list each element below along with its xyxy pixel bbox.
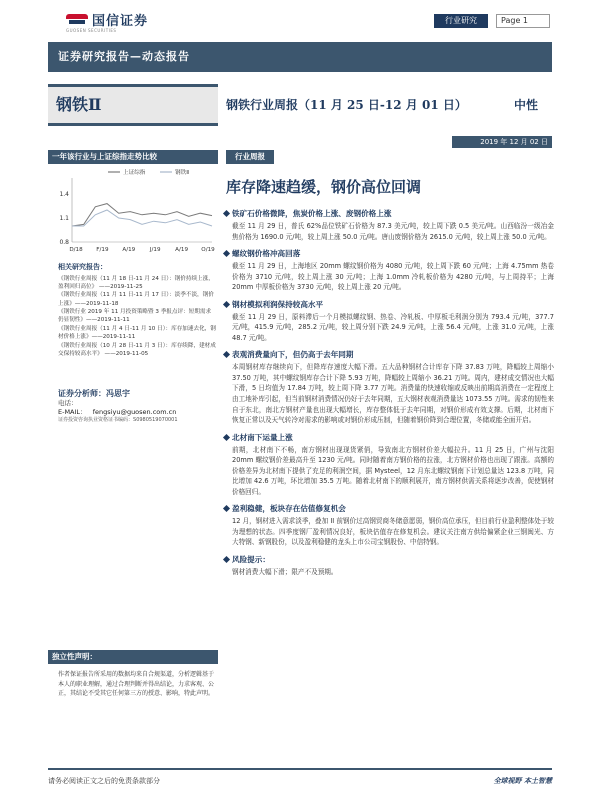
section-heading: 北材南下运量上涨 bbox=[232, 432, 293, 442]
bullet-icon bbox=[223, 556, 230, 563]
bullet-icon bbox=[223, 351, 230, 358]
legend-label: 上证综指 bbox=[123, 170, 146, 176]
section-body: 本周钢材库存继续向下，但降库存速度大幅下滑。五大品种钢材合计库存下降 37.83 万吨，降幅较上周缩小 37.50 万吨，其中螺纹钢库存合计下降 5.93 万吨，降幅较上周缩小 36.21 万吨。周内，建材成交情况也大幅下滑，5 日均值为 17.84 万吨，较上周下降 3.77 万吨。消费量的快速收缩或反映出前期高消费在一定程度上由工地补库引起，但当前钢材消费情况仍好于去年同期，五大钢材表观消费量达 1073.55 万吨。需求的韧性来自于东北，南北方钢材产量也出现大幅增长，库存整体低于去年同期，对钢价形成有效支撑。后期，北材南下恢复正常以及天气转冷对需求的影响或对钢价形成压制，但随着钢价降到合理位置，冬储或能全面开启。 bbox=[232, 363, 554, 425]
bullet-icon bbox=[223, 434, 230, 441]
bullet-icon bbox=[223, 301, 230, 308]
analyst-name: 冯思宇 bbox=[106, 389, 130, 398]
section bbox=[224, 432, 554, 498]
chart-heading: 一年该行业与上证综指走势比较 bbox=[48, 150, 218, 164]
section-body: 截至 11 月 29 日，原料滞后一个月模拟螺纹钢、热卷、冷轧板、中厚板毛利润分别为 793.4 元/吨，377.7 元/吨，415.9 元/吨，285.2 元/吨，较上周分别下跌 24.9 元/吨，上涨 56.4 元/吨，上涨 31.0 元/吨，上涨 48.7 元/吨。 bbox=[232, 312, 554, 342]
series-line bbox=[72, 204, 212, 226]
cert-label: 证券投资咨询执业资格证书编码： bbox=[58, 417, 134, 424]
logo-icon bbox=[66, 12, 88, 28]
section-body: 前期，北材南下不畅，南方钢材出现现货紧俏，导致南北方钢材价差大幅拉升。11 月 25 日，广州与沈阳 20mm 螺纹钢价差最高升至 1230 元/吨。同时随着南方钢价格的拉涨，北方钢材价格也出现了跟涨。高额的价格差异为北材南下提供了充足的利润空间，据 Mysteel，12 月东北螺纹钢南下计划总量达 123.8 万吨，同比增加 42.6 万吨，环比增加 35.5 万吨。随着北材南下的顺利展开，南方钢材供需关系将逐步改善，促使钢材价格回归。 bbox=[232, 445, 554, 496]
report-sections bbox=[224, 208, 554, 584]
logo bbox=[66, 10, 148, 29]
related-item[interactable]: 《钢铁行业周报（10 月 28 日-11 月 3 日）：库存续降，建材成交保持较高水平》 ——2019-11-05 bbox=[58, 342, 216, 358]
footer-disclaimer: 请务必阅读正文之后的免责条款部分 bbox=[48, 777, 160, 785]
footer-slogan: 全球视野 本土智慧 bbox=[493, 777, 552, 785]
phone-label: 电话： bbox=[58, 399, 78, 408]
cert-number: S0980519070001 bbox=[133, 417, 178, 424]
legend-label: 钢铁Ⅱ bbox=[175, 170, 189, 176]
section-body: 钢材消费大幅下滑；限产不及预期。 bbox=[232, 568, 338, 577]
section bbox=[224, 349, 554, 425]
email-label: E-MAIL： bbox=[58, 408, 87, 417]
section-heading: 钢材模拟利润保持较高水平 bbox=[232, 299, 324, 309]
disclaimer-heading: 独立性声明： bbox=[48, 650, 218, 664]
section bbox=[224, 299, 554, 344]
x-tick-label: A/19 bbox=[122, 247, 136, 253]
y-tick-label: 1.4 bbox=[59, 191, 69, 198]
related-item[interactable]: 《钢铁行业周报（11 月 4 日-11 月 10 日）：库存加速去化，钢材价格上涨》——2019-11-11 bbox=[58, 325, 216, 341]
analyst-label: 证券分析师： bbox=[58, 389, 106, 398]
logo-text: 国信证券 bbox=[92, 14, 149, 29]
y-tick-label: 1.1 bbox=[59, 215, 69, 222]
analyst-email[interactable]: fengsiyu@guosen.com.cn bbox=[92, 408, 177, 417]
section-body: 截至 11 月 29 日，上海地区 20mm 螺纹钢价格为 4080 元/吨，较上周下跌 60 元/吨；上海 4.75mm 热卷价格为 3710 元/吨，较上周上涨 30 元/吨；上海 1.0mm 冷轧板价格为 4280 元/吨，与上周持平；上海 20mm 中厚板价格为 3730 元/吨，较上周上涨 20 元/吨。 bbox=[232, 262, 554, 292]
rating: 中性 bbox=[514, 98, 539, 112]
section-heading: 盈利稳健，板块存在估值修复机会 bbox=[232, 504, 346, 514]
main-title: 库存降速趋缓，钢价高位回调 bbox=[226, 178, 422, 196]
related-item[interactable]: 《钢铁行业周报（11 月 11 日-11 月 17 日）：淡季不淡，钢价上涨》——2019-11-18 bbox=[58, 292, 214, 307]
section-heading: 风险提示： bbox=[232, 555, 270, 565]
logo-subtext: GUOSEN SECURITIES bbox=[66, 28, 117, 33]
sector-name: 钢铁Ⅱ bbox=[48, 84, 218, 126]
x-tick-label: J/19 bbox=[149, 247, 161, 253]
section bbox=[224, 208, 554, 242]
section-heading: 螺纹钢价格冲高回落 bbox=[232, 249, 301, 259]
section-heading: 表观消费量向下，但仍高于去年同期 bbox=[232, 350, 354, 360]
section bbox=[224, 554, 554, 578]
disclaimer-text: 作者保证报告所采用的数据均来自合规渠道，分析逻辑基于本人的职业理解，通过合理判断并得出结论，力求客观、公正，其结论不受其它任何第三方的授意、影响，特此声明。 bbox=[58, 671, 215, 698]
bullet-icon bbox=[223, 250, 230, 257]
x-tick-label: O/19 bbox=[201, 247, 215, 253]
related-item[interactable]: 《钢铁行业周报（11 月 18 日-11 月 24 日）：钢价持续上涨，盈利回归高位》 ——2019-11-25 bbox=[58, 275, 214, 290]
report-banner: 证券研究报告—动态报告 bbox=[48, 42, 552, 72]
page-number: Page 1 bbox=[496, 14, 550, 28]
header-tag: 行业研究 bbox=[434, 14, 488, 28]
section bbox=[224, 248, 554, 293]
report-date: 2019 年 12 月 02 日 bbox=[452, 136, 552, 148]
y-tick-label: 0.8 bbox=[59, 239, 69, 246]
section-body: 截至 11 月 29 日，普氏 62%品位铁矿石价格为 87.3 美元/吨，较上周下跌 0.5 美元/吨。山西临汾一级冶金焦价格为 1690.0 元/吨，较上周上涨 50.0 元/吨。唐山废钢价格为 2615.0 元/吨，较上周上涨 50.0 元/吨。 bbox=[232, 222, 554, 241]
x-tick-label: F/19 bbox=[96, 247, 109, 253]
x-tick-label: A/19 bbox=[175, 247, 189, 253]
section-heading: 铁矿石价格微降，焦炭价格上涨、废钢价格上涨 bbox=[232, 209, 392, 218]
report-title: 钢铁行业周报（11 月 25 日-12 月 01 日） bbox=[226, 98, 467, 112]
section bbox=[224, 503, 554, 548]
series-line bbox=[72, 210, 212, 226]
related-title: 相关研究报告： bbox=[58, 263, 107, 271]
main-tag: 行业周报 bbox=[226, 150, 274, 164]
footer bbox=[48, 768, 552, 786]
bullet-icon bbox=[223, 210, 230, 217]
x-tick-label: D/18 bbox=[69, 247, 83, 253]
bullet-icon bbox=[223, 505, 230, 512]
analyst-info bbox=[58, 388, 218, 424]
related-reports bbox=[58, 262, 216, 358]
related-item[interactable]: 《钢铁行业 2019 年 11 月投资策略暨 3 季报点评：短期需求仍显韧性》——2019-11-11 bbox=[58, 309, 212, 324]
trend-chart bbox=[48, 166, 218, 256]
section-body: 12 月，钢材进入需求淡季，叠加 II 前钢价过高钢贸商冬储意愿弱，钢价高位承压，但目前行业盈利整体处于较为理想的状态。四季度钢厂盈利情况良好，板块估值存在修复机会。建议关注南方供给偏紧企业三钢闽光、方大特钢、新钢股份，以及盈利稳健的龙头上市公司宝钢股份、中信特钢。 bbox=[232, 517, 554, 547]
